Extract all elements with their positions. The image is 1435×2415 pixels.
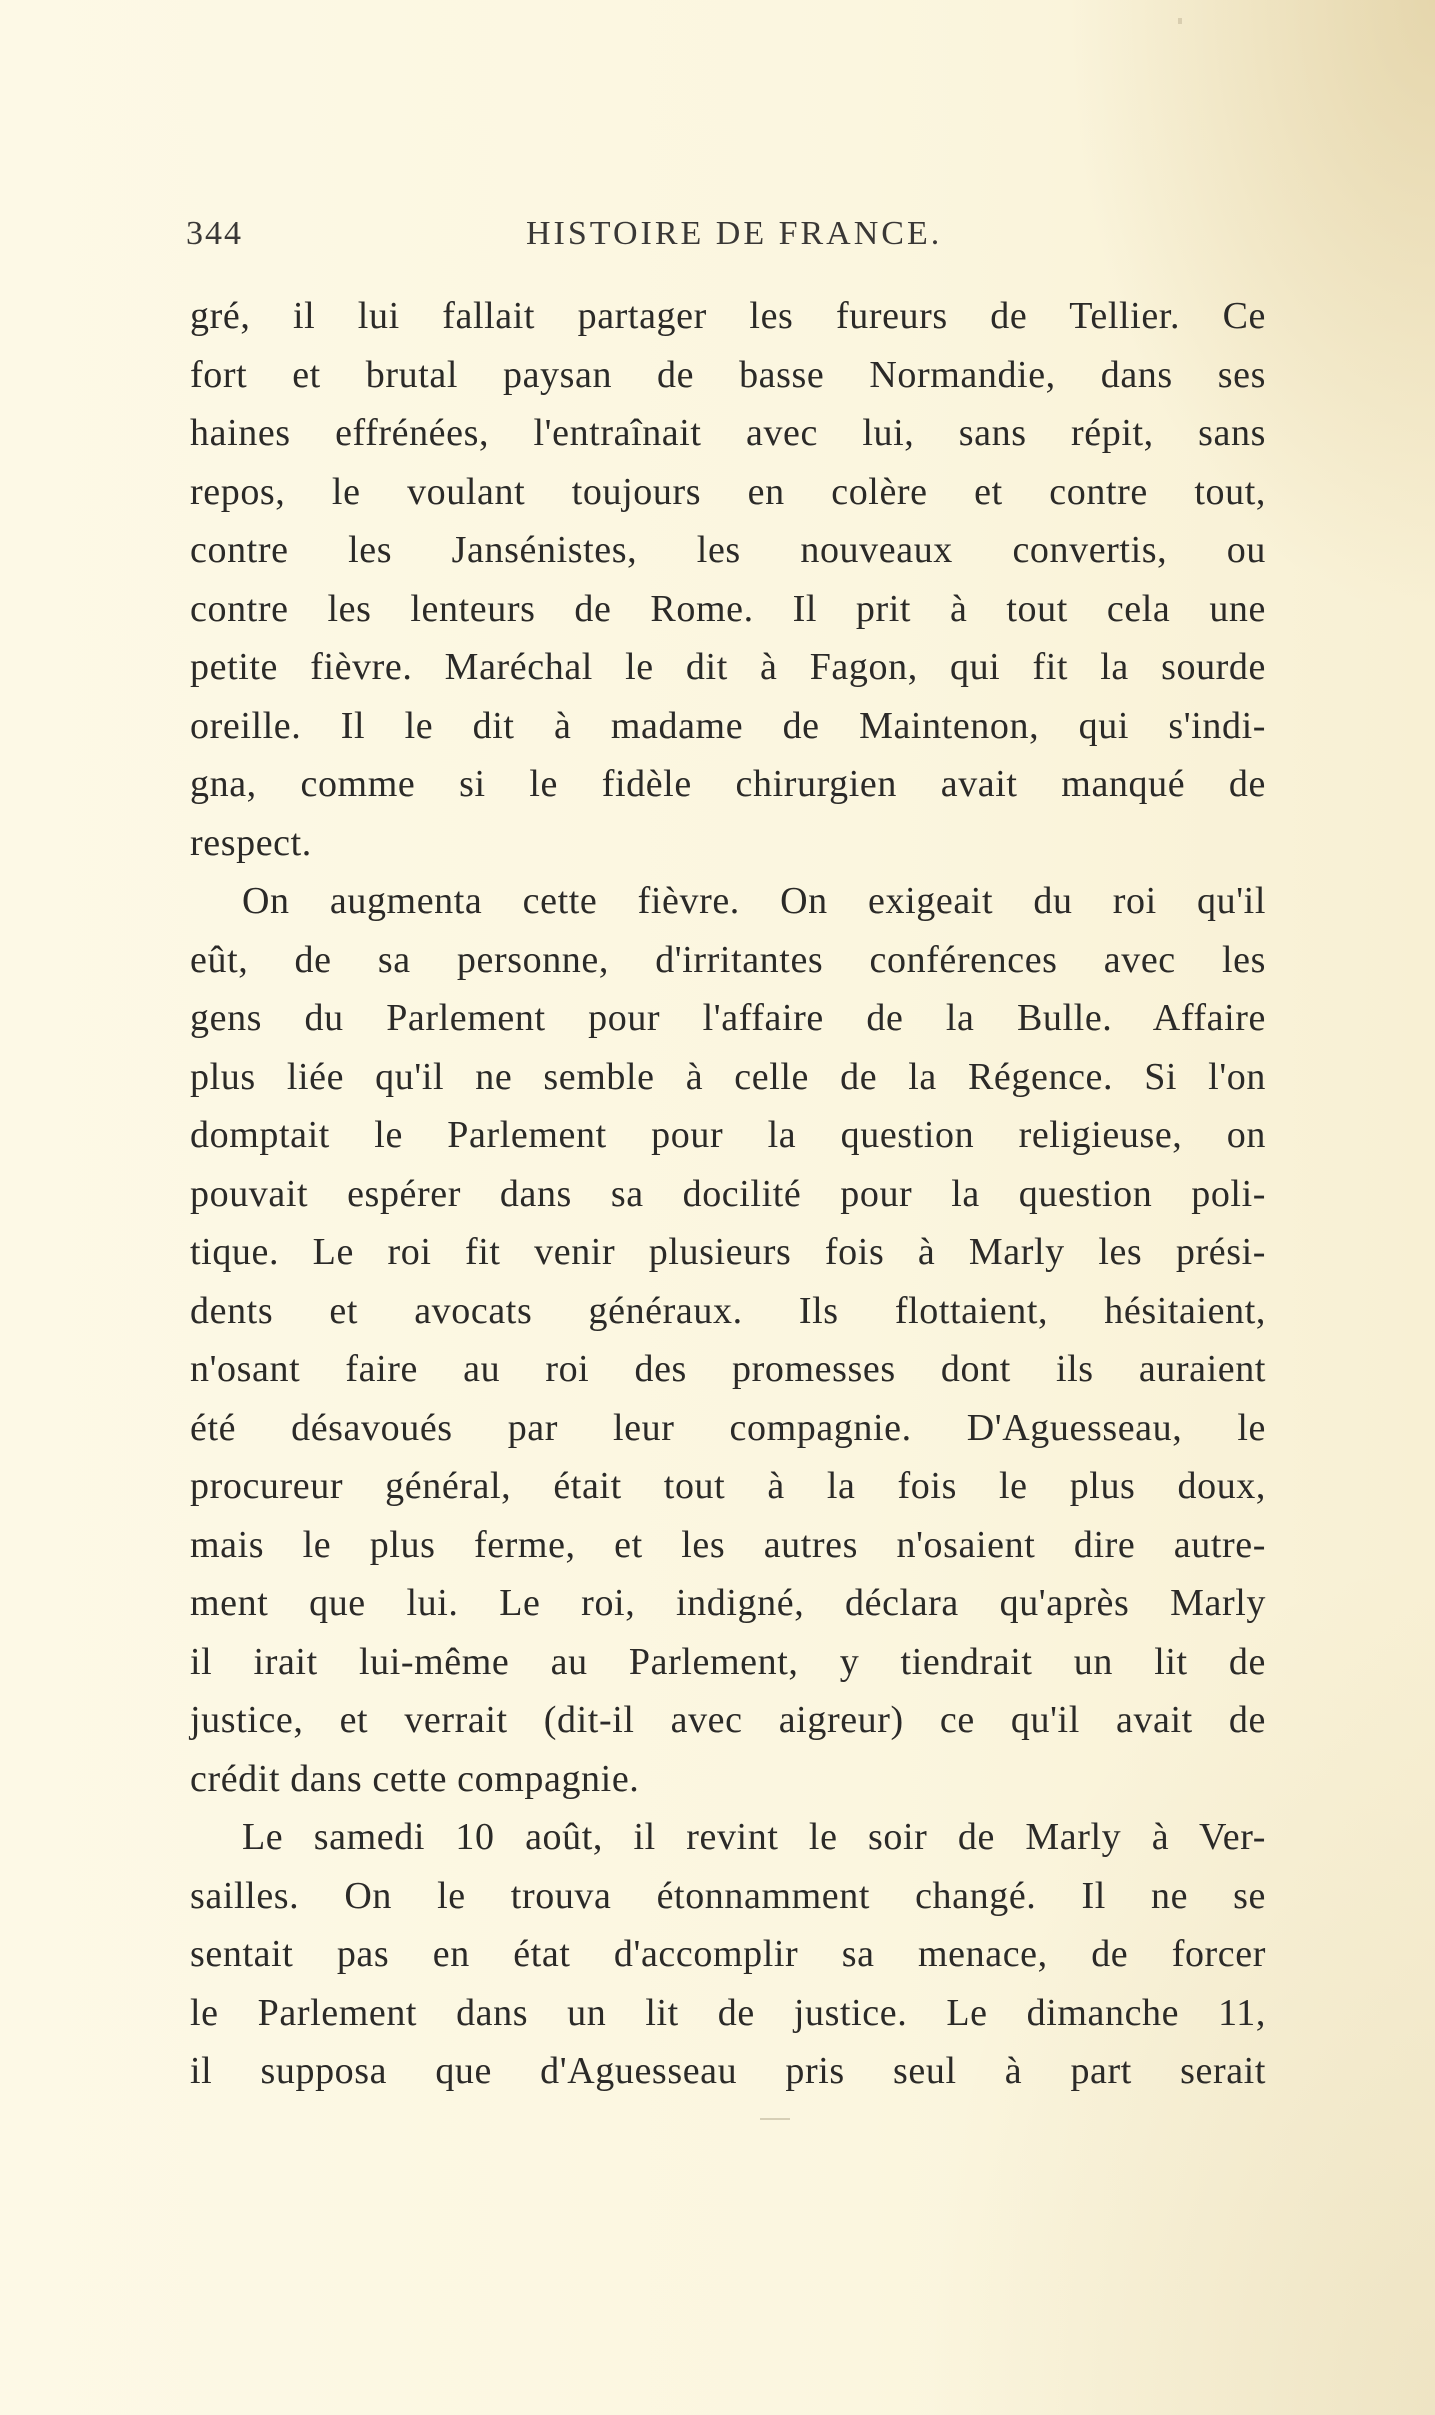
text-line: eût, de sa personne, d'irritantes conférences avec les (190, 938, 1266, 981)
page-header (186, 215, 1266, 255)
text-line: sentait pas en état d'accomplir sa menace, de forcer (190, 1933, 1266, 1975)
text-line: été désavoués par leur compagnie. D'Aguesseau, le (190, 1406, 1266, 1449)
text-line: tique. Le roi fit venir plusieurs fois à Marly les prési- (190, 1231, 1266, 1273)
text-line: ment que lui. Le roi, indigné, déclara qu'après Marly (190, 1582, 1266, 1624)
running-title: HISTOIRE DE FRANCE. (526, 215, 943, 252)
text-line: il irait lui-même au Parlement, y tiendrait un lit de (190, 1640, 1266, 1683)
text-line: justice, et verrait (dit-il avec aigreur) ce qu'il avait de (190, 1699, 1266, 1741)
text-line: gna, comme si le fidèle chirurgien avait manqué de (190, 763, 1266, 805)
text-line: haines effrénées, l'entraînait avec lui, sans répit, sans (190, 412, 1266, 454)
text-line: contre les Jansénistes, les nouveaux convertis, ou (190, 529, 1266, 571)
text-line: plus liée qu'il ne semble à celle de la Régence. Si l'on (190, 1055, 1266, 1098)
text-line: contre les lenteurs de Rome. Il prit à tout cela une (190, 587, 1266, 630)
paragraph-2 (190, 872, 1266, 1808)
paragraph-3 (190, 1808, 1266, 2101)
text-line: On augmenta cette fièvre. On exigeait du roi qu'il (242, 880, 1266, 922)
text-line: procureur général, était tout à la fois le plus doux, (190, 1465, 1266, 1507)
text-line: le Parlement dans un lit de justice. Le dimanche 11, (190, 1991, 1266, 2034)
footer-dash (760, 2118, 790, 2120)
text-line: domptait le Parlement pour la question religieuse, on (190, 1114, 1266, 1156)
text-line: mais le plus ferme, et les autres n'osaient dire autre- (190, 1523, 1266, 1566)
text-line: Le samedi 10 août, il revint le soir de Marly à Ver- (242, 1816, 1266, 1858)
text-line: petite fièvre. Maréchal le dit à Fagon, qui fit la sourde (190, 646, 1266, 688)
text-line: crédit dans cette compagnie. (190, 1757, 640, 1800)
text-line: respect. (190, 821, 312, 864)
text-line: n'osant faire au roi des promesses dont ils auraient (190, 1348, 1266, 1390)
text-line: pouvait espérer dans sa docilité pour la question poli- (190, 1172, 1266, 1215)
text-line: il supposa que d'Aguesseau pris seul à part serait (190, 2050, 1266, 2092)
text-line: sailles. On le trouva étonnamment changé. Il ne se (190, 1874, 1266, 1917)
text-line: oreille. Il le dit à madame de Maintenon, qui s'indi- (190, 704, 1266, 747)
text-line: gens du Parlement pour l'affaire de la Bulle. Affaire (190, 997, 1266, 1039)
page-number: 344 (186, 215, 243, 252)
page-speck (1178, 18, 1182, 24)
text-line: dents et avocats généraux. Ils flottaient, hésitaient, (190, 1289, 1266, 1332)
body-text (190, 287, 1266, 2101)
text-line: gré, il lui fallait partager les fureurs de Tellier. Ce (190, 295, 1266, 337)
text-line: repos, le voulant toujours en colère et contre tout, (190, 470, 1266, 513)
text-line: fort et brutal paysan de basse Normandie, dans ses (190, 353, 1266, 396)
paragraph-1 (190, 287, 1266, 872)
